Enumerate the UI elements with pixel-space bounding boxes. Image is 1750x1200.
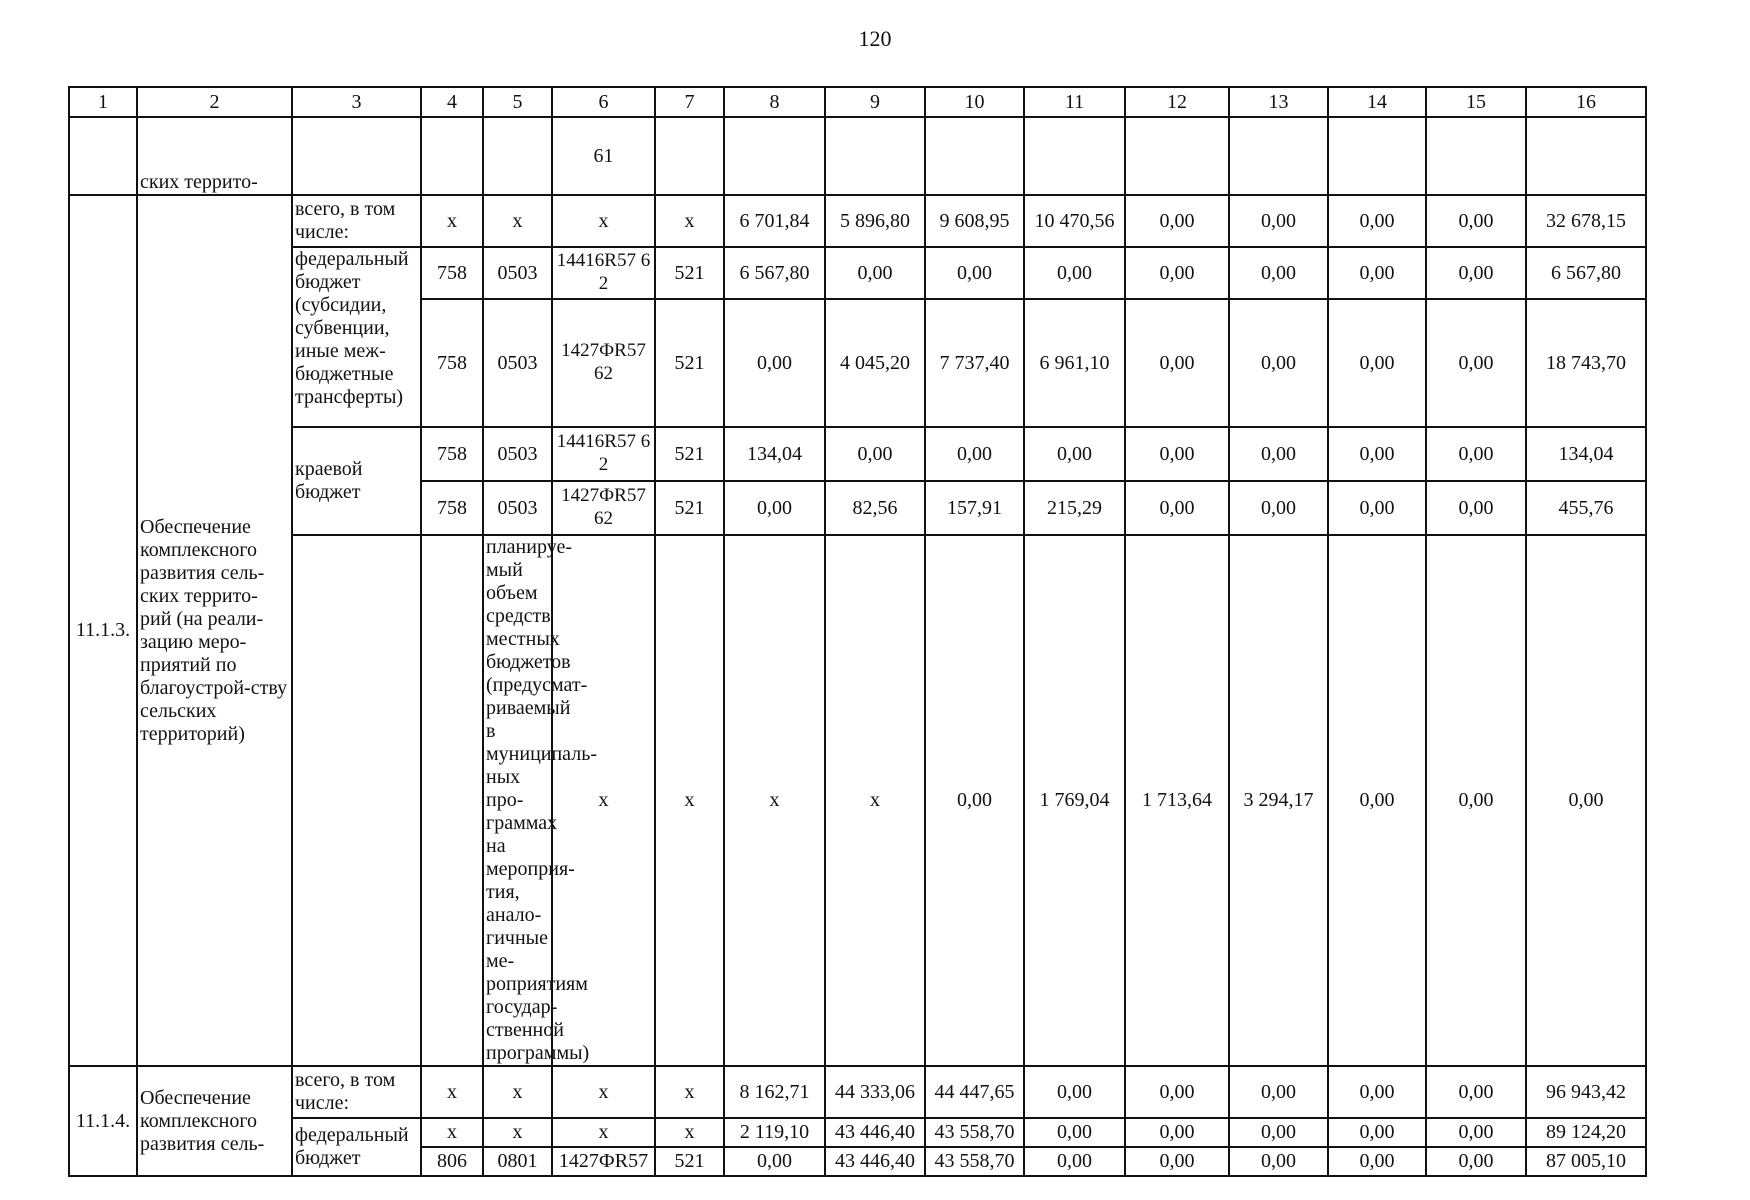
table-cell <box>292 535 421 1066</box>
table-cell: 521 <box>655 1147 724 1176</box>
col-header: 8 <box>724 87 825 117</box>
table-row <box>69 195 1646 247</box>
table-cell <box>1328 117 1426 195</box>
table-cell <box>483 117 552 195</box>
amount-cell: 10 470,56 <box>1024 195 1125 247</box>
measure-name: Обеспечение комплексного развития сель- <box>137 1066 292 1176</box>
amount-cell: 0,00 <box>1328 427 1426 481</box>
amount-cell: 0,00 <box>1426 195 1526 247</box>
col-header: 13 <box>1229 87 1328 117</box>
table-cell <box>925 117 1024 195</box>
amount-cell: 2 119,10 <box>724 1118 825 1147</box>
measure-name: Обеспечение комплексного развития сель-ских террито-рий (на реали-зацию меро-приятий по благоустрой-ству сельских территорий) <box>137 195 292 1066</box>
amount-cell: 6 567,80 <box>724 247 825 299</box>
amount-cell: 0,00 <box>1229 1118 1328 1147</box>
table-cell <box>1229 117 1328 195</box>
amount-cell: 0,00 <box>1229 1147 1328 1176</box>
table-cell: х <box>552 535 655 1066</box>
col-header: 14 <box>1328 87 1426 117</box>
amount-cell: 44 447,65 <box>925 1066 1024 1118</box>
amount-cell: 0,00 <box>825 427 925 481</box>
amount-cell: 0,00 <box>1328 299 1426 427</box>
table-cell: 806 <box>421 1147 483 1176</box>
table-row <box>69 1066 1646 1118</box>
amount-cell: 134,04 <box>1526 427 1646 481</box>
table-cell: 758 <box>421 299 483 427</box>
table-cell <box>69 117 137 195</box>
amount-cell: 18 743,70 <box>1526 299 1646 427</box>
amount-cell: 0,00 <box>825 247 925 299</box>
table-cell: х <box>655 535 724 1066</box>
amount-cell: 157,91 <box>925 481 1024 535</box>
row-number: 11.1.3. <box>69 195 137 1066</box>
funding-source: планируе-мый объем средств местных бюджетов (предусмат-риваемый в муниципаль-ных про-граммах на мероприя-тия, анало-гичные ме-роприятиям государ-ственной программы) <box>483 535 552 1066</box>
table-row <box>69 1118 1646 1147</box>
amount-cell: 134,04 <box>724 427 825 481</box>
amount-cell: 0,00 <box>1229 247 1328 299</box>
col-header: 1 <box>69 87 137 117</box>
table-cell <box>1024 117 1125 195</box>
amount-cell: 0,00 <box>1328 247 1426 299</box>
amount-cell: 0,00 <box>1024 427 1125 481</box>
table-cell: х <box>421 1066 483 1118</box>
amount-cell: 6 701,84 <box>724 195 825 247</box>
table-cell: 521 <box>655 247 724 299</box>
amount-cell: 1 713,64 <box>1125 535 1229 1066</box>
table-cell <box>1426 117 1526 195</box>
amount-cell: 0,00 <box>1024 247 1125 299</box>
amount-cell: 0,00 <box>1426 1066 1526 1118</box>
amount-cell: 0,00 <box>1125 427 1229 481</box>
funding-source: всего, в том числе: <box>292 1066 421 1118</box>
amount-cell: 0,00 <box>724 1147 825 1176</box>
table-cell: х <box>483 195 552 247</box>
amount-cell: 96 943,42 <box>1526 1066 1646 1118</box>
col-header: 7 <box>655 87 724 117</box>
table-cell: х <box>483 1066 552 1118</box>
amount-cell: 89 124,20 <box>1526 1118 1646 1147</box>
table-cell: х <box>421 195 483 247</box>
amount-cell: 43 446,40 <box>825 1147 925 1176</box>
table-cell: 14416R57 62 <box>552 247 655 299</box>
amount-cell: 6 961,10 <box>1024 299 1125 427</box>
table-cell: х <box>483 1118 552 1147</box>
amount-cell: 0,00 <box>925 427 1024 481</box>
amount-cell: 0,00 <box>925 247 1024 299</box>
table-cell <box>292 117 421 195</box>
amount-cell: 455,76 <box>1526 481 1646 535</box>
table-cell <box>421 535 483 1066</box>
table-cell: 758 <box>421 481 483 535</box>
amount-cell: 0,00 <box>1125 1118 1229 1147</box>
amount-cell: 0,00 <box>1328 481 1426 535</box>
funding-source: всего, в том числе: <box>292 195 421 247</box>
amount-cell: 9 608,95 <box>925 195 1024 247</box>
col-header: 12 <box>1125 87 1229 117</box>
funding-source: краевой бюджет <box>292 427 421 535</box>
funding-source: федеральный бюджет (субсидии, субвенции, иные меж-бюджетные трансферты) <box>292 247 421 427</box>
table-cell: 61 <box>552 117 655 195</box>
amount-cell: 7 737,40 <box>925 299 1024 427</box>
table-cell: 758 <box>421 427 483 481</box>
table-cell <box>724 117 825 195</box>
table-cell: х <box>655 195 724 247</box>
amount-cell: 82,56 <box>825 481 925 535</box>
table-cell: х <box>655 1066 724 1118</box>
table-cell: ских террито- <box>137 117 292 195</box>
col-header: 6 <box>552 87 655 117</box>
amount-cell: 0,00 <box>1328 1118 1426 1147</box>
budget-table <box>68 86 1647 1177</box>
amount-cell: 44 333,06 <box>825 1066 925 1118</box>
col-header: 2 <box>137 87 292 117</box>
table-cell: 758 <box>421 247 483 299</box>
table-cell: х <box>724 535 825 1066</box>
table-cell: 521 <box>655 299 724 427</box>
amount-cell: 3 294,17 <box>1229 535 1328 1066</box>
table-cell: 0503 <box>483 299 552 427</box>
amount-cell: 32 678,15 <box>1526 195 1646 247</box>
table-cell: х <box>655 1118 724 1147</box>
amount-cell: 0,00 <box>724 299 825 427</box>
table-cell: 0801 <box>483 1147 552 1176</box>
table-cell: 1427ФR57 62 <box>552 481 655 535</box>
col-header: 16 <box>1526 87 1646 117</box>
table-cell <box>1125 117 1229 195</box>
table-cell <box>655 117 724 195</box>
amount-cell: 43 446,40 <box>825 1118 925 1147</box>
table-cell: х <box>552 1118 655 1147</box>
row-number: 11.1.4. <box>69 1066 137 1176</box>
amount-cell: 0,00 <box>1229 1066 1328 1118</box>
amount-cell: 0,00 <box>925 535 1024 1066</box>
amount-cell: 1 769,04 <box>1024 535 1125 1066</box>
table-row <box>69 535 1646 1066</box>
table-cell: 0503 <box>483 427 552 481</box>
amount-cell: 0,00 <box>1125 1147 1229 1176</box>
amount-cell: 0,00 <box>1125 481 1229 535</box>
amount-cell: 0,00 <box>1426 247 1526 299</box>
table-cell: 521 <box>655 481 724 535</box>
table-cell: 14416R57 62 <box>552 427 655 481</box>
table-row <box>69 427 1646 481</box>
col-header: 9 <box>825 87 925 117</box>
table-cell: 0503 <box>483 481 552 535</box>
amount-cell: 0,00 <box>1125 195 1229 247</box>
header-row <box>69 87 1646 117</box>
amount-cell: 0,00 <box>1426 299 1526 427</box>
amount-cell: 0,00 <box>1426 1147 1526 1176</box>
table-row <box>69 247 1646 299</box>
amount-cell: 0,00 <box>1426 1118 1526 1147</box>
amount-cell: 43 558,70 <box>925 1118 1024 1147</box>
amount-cell: 0,00 <box>1229 427 1328 481</box>
amount-cell: 43 558,70 <box>925 1147 1024 1176</box>
table-cell <box>1526 117 1646 195</box>
amount-cell: 0,00 <box>1426 427 1526 481</box>
amount-cell: 5 896,80 <box>825 195 925 247</box>
table-cell: х <box>825 535 925 1066</box>
table-cell: 0503 <box>483 247 552 299</box>
amount-cell: 0,00 <box>1426 481 1526 535</box>
col-header: 11 <box>1024 87 1125 117</box>
table-row <box>69 117 1646 195</box>
amount-cell: 215,29 <box>1024 481 1125 535</box>
amount-cell: 0,00 <box>1125 247 1229 299</box>
amount-cell: 0,00 <box>1229 481 1328 535</box>
amount-cell: 87 005,10 <box>1526 1147 1646 1176</box>
amount-cell: 0,00 <box>1024 1118 1125 1147</box>
table-cell: х <box>421 1118 483 1147</box>
amount-cell: 8 162,71 <box>724 1066 825 1118</box>
table-cell: 1427ФR57 62 <box>552 299 655 427</box>
amount-cell: 4 045,20 <box>825 299 925 427</box>
amount-cell: 0,00 <box>1229 195 1328 247</box>
amount-cell: 0,00 <box>1328 535 1426 1066</box>
table-cell: х <box>552 195 655 247</box>
amount-cell: 0,00 <box>1024 1066 1125 1118</box>
col-header: 10 <box>925 87 1024 117</box>
amount-cell: 0,00 <box>1526 535 1646 1066</box>
funding-source: федеральный бюджет <box>292 1118 421 1176</box>
amount-cell: 0,00 <box>1328 1147 1426 1176</box>
col-header: 3 <box>292 87 421 117</box>
col-header: 4 <box>421 87 483 117</box>
amount-cell: 0,00 <box>1328 195 1426 247</box>
table-cell: х <box>552 1066 655 1118</box>
col-header: 15 <box>1426 87 1526 117</box>
page-number: 120 <box>858 26 892 51</box>
amount-cell: 0,00 <box>1328 1066 1426 1118</box>
amount-cell: 0,00 <box>724 481 825 535</box>
amount-cell: 0,00 <box>1125 299 1229 427</box>
amount-cell: 0,00 <box>1229 299 1328 427</box>
table-cell <box>421 117 483 195</box>
table-cell <box>825 117 925 195</box>
amount-cell: 0,00 <box>1125 1066 1229 1118</box>
table-cell: 521 <box>655 427 724 481</box>
amount-cell: 6 567,80 <box>1526 247 1646 299</box>
amount-cell: 0,00 <box>1024 1147 1125 1176</box>
amount-cell: 0,00 <box>1426 535 1526 1066</box>
col-header: 5 <box>483 87 552 117</box>
table-cell: 1427ФR57 <box>552 1147 655 1176</box>
